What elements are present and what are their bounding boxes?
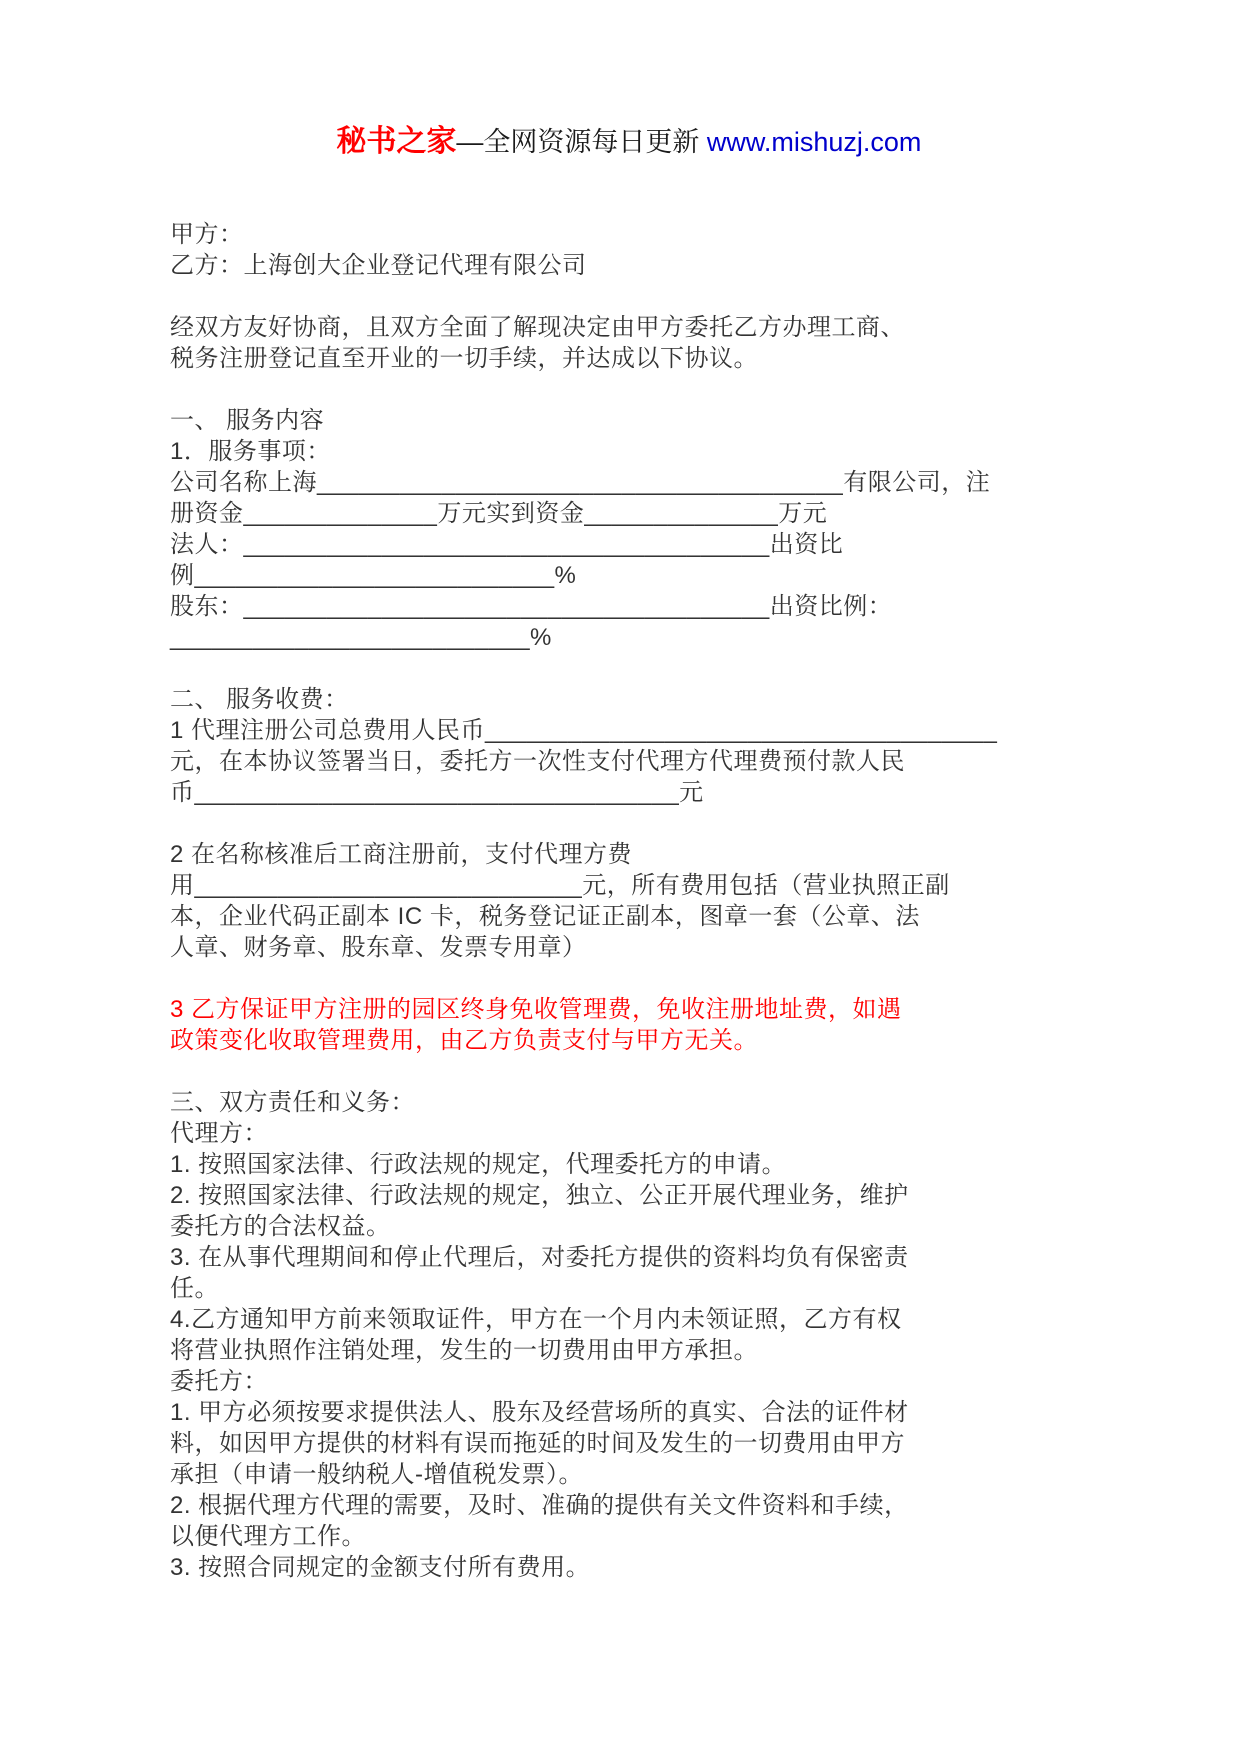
company-name-line: 公司名称上海______________________________________有限公司，注 — [170, 469, 991, 496]
client-duty-1-line-3: 承担（申请一般纳税人-增值税发票）。 — [170, 1461, 583, 1488]
client-duty-2-line-2: 以便代理方工作。 — [170, 1523, 366, 1550]
agent-duty-2-line-2: 委托方的合法权益。 — [170, 1213, 391, 1240]
section-1-heading: 一、 服务内容 — [170, 407, 325, 434]
capital-ratio-line: 例__________________________% — [170, 562, 577, 589]
agent-duty-3-line-2: 任。 — [170, 1275, 219, 1302]
agent-duty-2-line-1: 2. 按照国家法律、行政法规的规定，独立、公正开展代理业务，维护 — [170, 1182, 909, 1209]
registered-capital-line: 册资金______________万元实到资金______________万元 — [170, 500, 828, 527]
guarantee-line-2: 政策变化收取管理费用，由乙方负责支付与甲方无关。 — [170, 1027, 758, 1054]
blank-line — [170, 653, 1090, 684]
fee-item-2-line-2: 用____________________________元，所有费用包括（营业执照正副 — [170, 872, 950, 899]
fee-total-line-1: 1 代理注册公司总费用人民币_____________________________________ — [170, 717, 998, 744]
client-duty-1-line-1: 1. 甲方必须按要求提供法人、股东及经营场所的真实、合法的证件材 — [170, 1399, 909, 1426]
agent-duty-4-line-2: 将营业执照作注销处理，发生的一切费用由甲方承担。 — [170, 1337, 758, 1364]
shareholder-ratio-line: __________________________% — [170, 624, 552, 651]
intro-line-1: 经双方友好协商，且双方全面了解现决定由甲方委托乙方办理工商、 — [170, 314, 905, 341]
site-header — [0, 0, 1240, 201]
party-a-line: 甲方： — [170, 221, 244, 248]
site-url-link[interactable]: www.mishuzj.com — [706, 127, 922, 157]
client-duty-1-line-2: 料，如因甲方提供的材料有误而拖延的时间及发生的一切费用由甲方 — [170, 1430, 905, 1457]
agent-label: 代理方： — [170, 1120, 268, 1147]
blank-line — [170, 281, 1090, 312]
party-b-line: 乙方：上海创大企业登记代理有限公司 — [170, 252, 587, 279]
client-label: 委托方： — [170, 1368, 268, 1395]
site-tagline: —全网资源每日更新 — [456, 127, 707, 157]
service-items-label: 1．服务事项： — [170, 438, 331, 465]
client-duty-2-line-1: 2. 根据代理方代理的需要，及时、准确的提供有关文件资料和手续， — [170, 1492, 909, 1519]
section-3-heading: 三、双方责任和义务： — [170, 1089, 415, 1116]
client-duty-3: 3. 按照合同规定的金额支付所有费用。 — [170, 1554, 591, 1581]
shareholder-line: 股东：______________________________________出资比例： — [170, 593, 893, 620]
fee-item-2-line-4: 人章、财务章、股东章、发票专用章） — [170, 934, 587, 961]
fee-total-line-2: 元，在本协议签署当日，委托方一次性支付代理方代理费预付款人民 — [170, 748, 905, 775]
agent-duty-4-line-1: 4.乙方通知甲方前来领取证件，甲方在一个月内未领证照，乙方有权 — [170, 1306, 902, 1333]
agent-duty-1: 1. 按照国家法律、行政法规的规定，代理委托方的申请。 — [170, 1151, 787, 1178]
fee-total-line-3: 币___________________________________元 — [170, 779, 704, 806]
fee-item-2-line-3: 本，企业代码正副本 IC 卡，税务登记证正副本，图章一套（公章、法 — [170, 903, 920, 930]
contract-body — [170, 219, 1090, 1583]
blank-line — [170, 963, 1090, 994]
legal-person-line: 法人：______________________________________出资比 — [170, 531, 844, 558]
blank-line — [170, 1056, 1090, 1087]
intro-line-2: 税务注册登记直至开业的一切手续，并达成以下协议。 — [170, 345, 758, 372]
agent-duty-3-line-1: 3. 在从事代理期间和停止代理后，对委托方提供的资料均负有保密责 — [170, 1244, 909, 1271]
blank-line — [170, 374, 1090, 405]
section-2-heading: 二、 服务收费： — [170, 686, 349, 713]
blank-line — [170, 808, 1090, 839]
site-brand: 秘书之家 — [336, 125, 457, 158]
guarantee-line-1: 3 乙方保证甲方注册的园区终身免收管理费，免收注册地址费，如遇 — [170, 996, 902, 1023]
fee-item-2-line-1: 2 在名称核准后工商注册前，支付代理方费 — [170, 841, 633, 868]
